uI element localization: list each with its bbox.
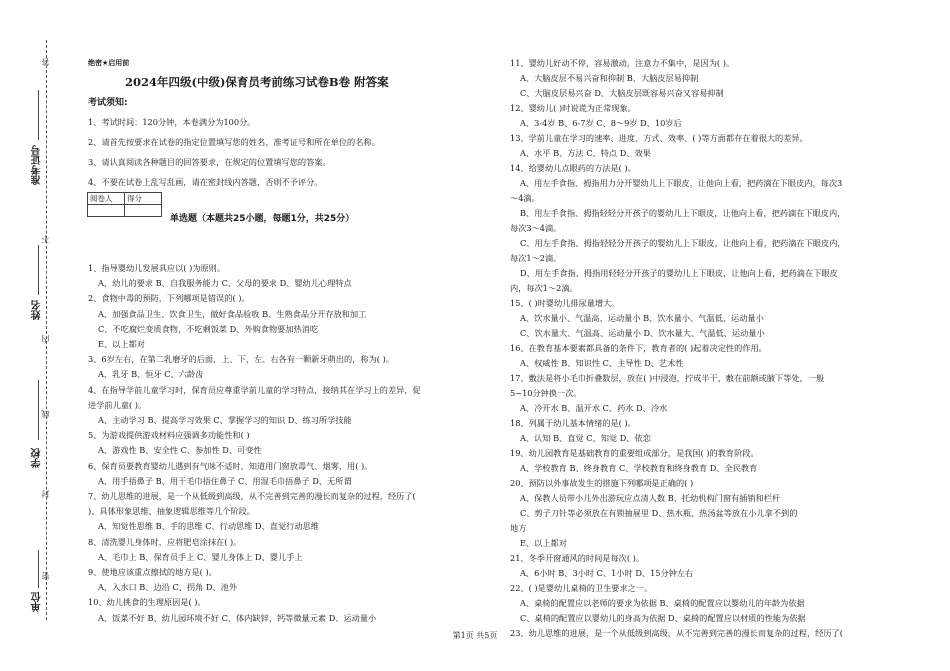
binding-margin <box>0 0 70 671</box>
question-stem: 8、清洗婴儿身体时，应将肥皂涂抹在( )。 <box>88 536 242 547</box>
question-stem: 5~10分钟换一次。 <box>510 388 582 398</box>
notice-heading: 考试须知: <box>88 98 128 108</box>
question-stem: 7、幼儿思维的进展，是一个从低级到高级，从不完善到完善的漫长而复杂的过程，经历了( <box>88 491 416 501</box>
question-option: A、认知 B、直觉 C、知觉 D、依恋 <box>520 433 651 443</box>
page-title: 2024年四级(中级)保育员考前练习试卷B卷 附答案 <box>125 75 389 89</box>
question-option: A、游戏性 B、安全性 C、参加性 D、可变性 <box>98 445 262 456</box>
seal-char: 线 <box>41 410 50 418</box>
score-cell[interactable] <box>125 205 162 217</box>
seal-char: 不 <box>41 235 50 243</box>
question-option: A、保教人员带小儿外出游玩应点清人数 B、托幼机构门窗有插销和栏杆 <box>520 493 781 503</box>
question-stem: 22、( )是婴幼儿桌椅的卫生要求之一。 <box>510 583 653 593</box>
question-stem: 14、给婴幼儿点眼药的方法是( )。 <box>510 163 636 173</box>
notice-item: 4、不要在试卷上乱写乱画，请在密封线内答题，否则不予评分。 <box>88 177 323 187</box>
question-option: A、毛巾上 B、保育员手上 C、婴儿身体上 D、婴儿手上 <box>98 551 303 562</box>
name-label: 姓名 <box>32 300 43 320</box>
question-option: 地方 <box>510 523 527 533</box>
question-option: A、水平 B、方法 C、特点 D、效果 <box>520 148 651 158</box>
question-option: E、以上都对 <box>98 339 145 349</box>
question-option: )、具体形象思维、抽象逻辑思维等几个阶段。 <box>88 506 255 517</box>
question-option: 每次3～4滴。 <box>510 223 562 233</box>
question-option: A、学校教育 B、终身教育 C、学校教育和终身教育 D、全民教育 <box>520 463 758 473</box>
question-stem: 3、6岁左右，在第二乳磨牙的后面，上、下、左、右各有一颗新牙萌出的，称为( )。 <box>88 354 394 365</box>
question-option: A、主动学习 B、提高学习效果 C、掌握学习的知识 D、练习所学技能 <box>98 415 352 425</box>
unit-field[interactable] <box>38 550 40 588</box>
grader-label: 阅卷人 <box>88 193 125 205</box>
question-option: A、权威性 B、知识性 C、主导性 D、艺术性 <box>520 358 684 368</box>
school-label: 学校 <box>32 448 43 468</box>
question-option: A、用手捂鼻子 B、用干毛巾捂住鼻子 C、用湿毛巾捂鼻子 D、无所谓 <box>98 475 352 486</box>
question-stem: 19、幼儿园教育是基础教育的重要组成部分，是我国( )的教育阶段。 <box>510 448 759 458</box>
question-stem: 4、在指导学前儿童学习时，保育员应尊重学前儿童的学习特点，接纳其在学习上的差异，促 <box>88 384 421 395</box>
question-stem: 11、婴幼儿好动不停，容易激动，注意力不集中，是因为( )。 <box>510 58 735 68</box>
grader-cell[interactable] <box>88 205 125 217</box>
question-option: A、饮水量小、气温高、运动量小 B、饮水量小、气温低、运动量小 <box>520 313 764 323</box>
score-label: 得分 <box>125 193 162 205</box>
seal-char: 答 <box>41 58 50 66</box>
name-field[interactable] <box>38 245 40 295</box>
question-stem: 6、保育员要教育婴幼儿遇到有气味不适时，知道用门窗放毒气、烟雾，用( )。 <box>88 460 373 471</box>
question-option: 内，每次1～2滴。 <box>510 283 578 293</box>
question-option: C、桌椅的配置应以婴幼儿的身高为依据 D、桌椅的配置应以材质的性能为依据 <box>520 613 806 623</box>
question-stem: 16、在教育基本要素都具备的条件下，教育者的( )起着决定性的作用。 <box>510 343 767 353</box>
question-option: A、加强食品卫生、饮食卫生，做好食品验收 B、生熟食品分开存放和加工 <box>98 308 367 319</box>
question-stem: 1、指导婴幼儿发展具应以( )为原则。 <box>88 263 226 273</box>
seal-dashed-line <box>46 40 47 620</box>
question-option: A、乳牙 B、恒牙 C、六龄齿 <box>98 369 204 380</box>
seal-char: 封 <box>41 490 50 498</box>
seal-char: 密 <box>41 572 50 580</box>
question-option: A、大脑皮层不易兴奋和抑制 B、大脑皮层易抑制 <box>520 73 699 83</box>
question-option: C、不吃腐烂变质食物，不吃剩饭菜 D、外购食物要加热消吃 <box>98 323 319 334</box>
question-option: A、3-4岁 B、6-7岁 C、8～9岁 D、10岁后 <box>520 118 682 128</box>
question-option: A、饭菜不好 B、幼儿园环境不好 C、体内缺锌、钙等微量元素 D、运动量小 <box>98 612 377 623</box>
question-stem: 12、婴幼儿( )时说谎为正常现象。 <box>510 103 636 113</box>
question-option: C、用左手食指、拇指轻轻分开孩子的婴幼儿上下眼皮，让他向上看，把药滴在下眼皮内， <box>520 238 846 248</box>
question-option: A、幼儿的要求 B、自我服务能力 C、父母的要求 D、婴幼儿心理特点 <box>98 278 352 289</box>
question-stem: 2、食物中毒的预防，下列哪项是错误的( )。 <box>88 293 250 304</box>
question-option: C、剪子刀针等必须放在有锁抽屉里 D、热水瓶、热汤盆等放在小儿拿不到的 <box>520 508 798 518</box>
question-stem: 18、列属于幼儿基本情绪的是( )。 <box>510 418 636 428</box>
question-option: 每次1～2滴。 <box>510 253 562 263</box>
question-stem: 9、使地应该重点擦拭的地方是( )。 <box>88 567 217 577</box>
question-option: A、6小时 B、3小时 C、1小时 D、15分钟左右 <box>520 568 694 578</box>
notice-item: 3、请认真阅读各种题目的回答要求，在规定的位置填写您的答案。 <box>88 157 331 167</box>
question-option: C、饮水量大、气温高、运动量小 D、饮水量大、气温低、运动量小 <box>520 328 765 338</box>
notice-item: 2、请首先按要求在试卷的指定位置填写您的姓名、准考证号和所在单位的名称。 <box>88 137 380 147</box>
question-option: B、用左手食指、拇指轻轻分开孩子的婴幼儿上下眼皮，让他向上看，把药滴在下眼皮内， <box>520 208 846 218</box>
question-option: ～4滴。 <box>510 193 540 203</box>
question-stem: 10、幼儿挑食的生理原因是( )。 <box>88 597 206 608</box>
question-stem: 17、敷法是将小毛巾折叠数层，放在( )中浸泡，拧成半干，敷在前额或腋下等处，一般 <box>510 373 825 383</box>
exam-number-field[interactable] <box>38 90 40 140</box>
question-option: 进学前儿童( )。 <box>88 399 147 410</box>
question-option: D、用左手食指、拇指用轻轻分开孩子的婴幼儿上下眼皮，让他向上看，把药滴在下眼皮 <box>520 268 838 278</box>
secret-mark: 绝密★启用前 <box>88 59 130 67</box>
question-option: C、大脑皮层易兴奋 D、大脑皮层既容易兴奋又容易抑制 <box>520 88 724 98</box>
question-stem: 20、预防以外事故发生的措施下列哪项是正确的( ) <box>510 478 694 488</box>
question-option: A、冷开水 B、温开水 C、药水 D、冷水 <box>520 403 668 413</box>
unit-label: 单位 <box>32 592 43 612</box>
notice-item: 1、考试时间：120分钟，本卷满分为100分。 <box>88 117 256 127</box>
question-option: A、知觉性思维 B、手的思维 C、行动思维 D、直觉行动思维 <box>98 521 319 532</box>
seal-char: 内 <box>41 335 50 343</box>
question-option: A、桌椅的配置应以老师的要求为依据 B、桌椅的配置应以婴幼儿的年龄为依据 <box>520 598 805 608</box>
section-heading: 单选题（本题共25小题，每题1分，共25分） <box>170 214 355 224</box>
question-option: E、以上都对 <box>520 538 567 548</box>
page-footer: 第1页 共5页 <box>452 631 498 640</box>
exam-number-label: 准考证号 <box>32 145 43 185</box>
question-option: A、入水口 B、边沿 C、拐角 D、池外 <box>98 582 238 593</box>
question-stem: 23、幼儿思维的进展，是一个从低级到高级，从不完善到完善的漫长而复杂的过程，经历了( <box>510 628 843 638</box>
score-table <box>87 192 162 217</box>
question-stem: 21、冬季开窗通风的时间是每次( )。 <box>510 553 645 563</box>
question-option: A、用左手食指、拇指用力分开婴幼儿上下眼皮，让他向上看，把药滴在下眼皮内，每次3 <box>520 178 843 188</box>
question-stem: 15、( )时婴幼儿排尿量增大。 <box>510 298 620 308</box>
question-stem: 13、学前儿童在学习的速率、进度、方式、效率、( )等方面都存在着很大的差异。 <box>510 133 808 143</box>
question-stem: 5、为游戏提供游戏材料应强调多功能性和( ) <box>88 430 250 441</box>
school-field[interactable] <box>38 380 40 440</box>
